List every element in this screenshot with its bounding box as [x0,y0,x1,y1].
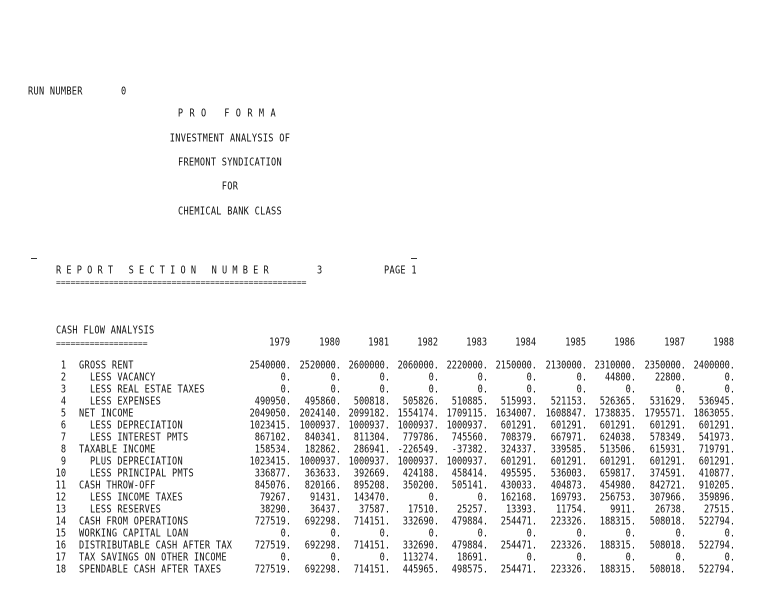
table-cell: 223326. [550,564,587,576]
row-number: 5 [60,408,66,420]
report-section-number: 3 [317,265,323,277]
row-label: PLUS DEPRECIATION [79,456,184,468]
row-label: LESS DEPRECIATION [79,420,184,432]
table-cell: 820166. [304,480,341,492]
table-cell: 522794. [698,564,735,576]
table-cell: 601291. [649,420,686,432]
table-cell: 79267. [259,492,291,504]
table-cell: 44800. [604,372,636,384]
row-number: 7 [60,432,66,444]
row-label: WORKING CAPITAL LOAN [79,528,189,540]
table-cell: 601291. [599,420,636,432]
report-section-label: REPORT SECTION NUMBER [56,265,274,277]
table-cell: 667971. [550,432,587,444]
table-cell: 515993. [500,396,537,408]
table-cell: 1863055. [693,408,735,420]
table-cell: 332690. [402,540,439,552]
table-cell: 895208. [353,480,390,492]
table-cell: 454980. [599,480,636,492]
row-number: 15 [55,528,66,540]
table-cell: 2130000. [545,360,587,372]
row-number: 12 [55,492,66,504]
table-cell: 601291. [649,456,686,468]
table-cell: 2540000. [249,360,291,372]
row-label: CASH THROW-OFF [79,480,156,492]
row-number: 4 [60,396,66,408]
table-cell: 842721. [649,480,686,492]
table-cell: -226549. [397,444,439,456]
table-cell: 430033. [500,480,537,492]
table-cell: 37587. [358,504,390,516]
table-cell: 479884. [451,516,488,528]
table-cell: 0. [330,528,341,540]
table-cell: 307966. [649,492,686,504]
table-cell: 1000937. [446,456,488,468]
table-cell: 692298. [304,564,341,576]
table-cell: 0. [675,552,686,564]
table-cell: 1608847. [545,408,587,420]
table-cell: 1795571. [644,408,686,420]
table-cell: 521153. [550,396,587,408]
table-cell: 0. [280,384,291,396]
table-cell: 0. [576,372,587,384]
table-cell: 2099182. [348,408,390,420]
table-cell: 0. [724,552,735,564]
year-header: 1984 [515,337,536,349]
table-cell: 2060000. [397,360,439,372]
table-cell: 0. [280,528,291,540]
title-line-5: CHEMICAL BANK CLASS [177,206,282,218]
table-cell: 522794. [698,516,735,528]
year-header: 1988 [713,337,734,349]
table-cell: 169793. [550,492,587,504]
table-cell: 714151. [353,516,390,528]
table-cell: 13393. [505,504,537,516]
table-cell: 1738835. [594,408,636,420]
table-cell: 1000937. [299,420,341,432]
table-cell: 601291. [698,420,735,432]
table-cell: 0. [625,528,636,540]
table-cell: 332690. [402,516,439,528]
run-number-value: 0 [121,86,127,98]
table-cell: 531629. [649,396,686,408]
table-cell: 0. [576,384,587,396]
table-cell: 2049050. [249,408,291,420]
table-cell: 91431. [309,492,341,504]
table-title: CASH FLOW ANALYSIS [56,325,155,337]
table-cell: 324337. [500,444,537,456]
row-number: 16 [55,540,66,552]
table-cell: 0. [428,384,439,396]
table-cell: 1709115. [446,408,488,420]
table-cell: 522794. [698,540,735,552]
table-cell: 811304. [353,432,390,444]
table-cell: 0. [330,372,341,384]
table-cell: 0. [477,528,488,540]
row-label: GROSS RENT [79,360,134,372]
row-label: CASH FROM OPERATIONS [79,516,189,528]
scan-mark [411,258,417,259]
table-cell: 38290. [259,504,291,516]
table-cell: 254471. [500,564,537,576]
table-cell: 479884. [451,540,488,552]
table-cell: 490950. [254,396,291,408]
table-cell: 339585. [550,444,587,456]
table-cell: -37382. [451,444,488,456]
table-cell: 601291. [698,456,735,468]
table-cell: 510885. [451,396,488,408]
table-cell: 0. [280,372,291,384]
table-cell: 223326. [550,516,587,528]
table-cell: 0. [724,528,735,540]
table-cell: 223326. [550,540,587,552]
table-cell: 336877. [254,468,291,480]
row-label: LESS PRINCIPAL PMTS [79,468,194,480]
table-cell: 404873. [550,480,587,492]
table-cell: 392669. [353,468,390,480]
table-cell: 0. [330,384,341,396]
row-label: LESS INCOME TAXES [79,492,184,504]
table-cell: 727519. [254,516,291,528]
row-number: 9 [60,456,66,468]
table-cell: 714151. [353,564,390,576]
year-header: 1985 [565,337,586,349]
table-cell: 601291. [500,456,537,468]
table-cell: 714151. [353,540,390,552]
table-cell: 659817. [599,468,636,480]
table-cell: 0. [724,372,735,384]
title-line-3: FREMONT SYNDICATION [177,157,282,169]
table-cell: 1000937. [348,456,390,468]
table-cell: 0. [379,528,390,540]
table-cell: 910205. [698,480,735,492]
table-cell: 0. [576,528,587,540]
table-cell: 601291. [599,456,636,468]
year-header: 1986 [614,337,635,349]
table-cell: 17510. [407,504,439,516]
row-number: 3 [60,384,66,396]
row-label: TAX SAVINGS ON OTHER INCOME [79,552,227,564]
row-number: 17 [55,552,66,564]
table-cell: 0. [477,492,488,504]
table-cell: 508018. [649,564,686,576]
table-cell: 162168. [500,492,537,504]
table-cell: 0. [280,552,291,564]
table-cell: 0. [526,552,537,564]
table-cell: 601291. [550,456,587,468]
table-cell: 500818. [353,396,390,408]
year-header: 1987 [664,337,685,349]
year-header: 1982 [417,337,438,349]
table-cell: 0. [526,384,537,396]
table-cell: 508018. [649,516,686,528]
table-title-underline: =================== [56,340,148,348]
table-cell: 9911. [610,504,636,516]
row-label: LESS EXPENSES [79,396,162,408]
table-cell: 1554174. [397,408,439,420]
table-cell: 188315. [599,516,636,528]
title-line-1: PRO FORMA [177,108,283,120]
table-cell: 2600000. [348,360,390,372]
table-cell: 1634007. [495,408,537,420]
table-cell: 536003. [550,468,587,480]
row-number: 10 [55,468,66,480]
table-cell: 727519. [254,564,291,576]
row-number: 14 [55,516,66,528]
table-cell: 0. [625,552,636,564]
table-cell: 0. [379,552,390,564]
row-number: 13 [55,504,66,516]
table-cell: 182862. [304,444,341,456]
table-cell: 779786. [402,432,439,444]
row-label: LESS VACANCY [79,372,156,384]
row-label: LESS RESERVES [79,504,162,516]
table-cell: 0. [379,384,390,396]
table-cell: 1000937. [299,456,341,468]
table-cell: 1000937. [446,420,488,432]
table-cell: 458414. [451,468,488,480]
row-label: TAXABLE INCOME [79,444,156,456]
table-cell: 719791. [698,444,735,456]
table-cell: 745560. [451,432,488,444]
run-number-label: RUN NUMBER [28,86,83,98]
table-cell: 2220000. [446,360,488,372]
table-cell: 578349. [649,432,686,444]
table-cell: 601291. [500,420,537,432]
table-cell: 256753. [599,492,636,504]
table-cell: 0. [379,372,390,384]
table-cell: 143470. [353,492,390,504]
table-cell: 867102. [254,432,291,444]
table-cell: 0. [428,372,439,384]
table-cell: 1000937. [348,420,390,432]
table-cell: 624038. [599,432,636,444]
row-label: SPENDABLE CASH AFTER TAXES [79,564,222,576]
table-cell: 2150000. [495,360,537,372]
table-cell: 0. [428,528,439,540]
table-cell: 27515. [703,504,735,516]
year-header: 1983 [466,337,487,349]
title-line-4: FOR [221,181,239,193]
table-cell: 254471. [500,540,537,552]
table-cell: 505826. [402,396,439,408]
row-number: 2 [60,372,66,384]
table-cell: 36437. [309,504,341,516]
table-cell: 359896. [698,492,735,504]
table-cell: 0. [526,528,537,540]
table-cell: 495860. [304,396,341,408]
table-cell: 498575. [451,564,488,576]
title-line-2: INVESTMENT ANALYSIS OF [169,133,291,145]
page-label: PAGE 1 [384,265,417,277]
table-cell: 840341. [304,432,341,444]
table-cell: 0. [675,384,686,396]
table-cell: 113274. [402,552,439,564]
year-header: 1979 [269,337,290,349]
year-header: 1980 [319,337,340,349]
row-label: NET INCOME [79,408,134,420]
table-cell: 2400000. [693,360,735,372]
table-cell: 0. [576,552,587,564]
table-cell: 513506. [599,444,636,456]
table-cell: 11754. [555,504,587,516]
table-cell: 1023415. [249,420,291,432]
year-header: 1981 [368,337,389,349]
table-cell: 2350000. [644,360,686,372]
table-cell: 2520000. [299,360,341,372]
table-cell: 1000937. [397,456,439,468]
table-cell: 254471. [500,516,537,528]
table-cell: 1000937. [397,420,439,432]
row-number: 1 [60,360,66,372]
scan-mark [31,258,37,259]
table-cell: 188315. [599,540,636,552]
table-cell: 286941. [353,444,390,456]
table-cell: 708379. [500,432,537,444]
row-number: 11 [55,480,66,492]
row-label: LESS REAL ESTAE TAXES [79,384,205,396]
table-cell: 424188. [402,468,439,480]
row-label: DISTRIBUTABLE CASH AFTER TAX [79,540,233,552]
row-label: LESS INTEREST PMTS [79,432,189,444]
table-cell: 445965. [402,564,439,576]
table-cell: 18691. [456,552,488,564]
table-cell: 495595. [500,468,537,480]
table-cell: 410877. [698,468,735,480]
table-cell: 845076. [254,480,291,492]
table-cell: 536945. [698,396,735,408]
table-cell: 2310000. [594,360,636,372]
row-number: 18 [55,564,66,576]
table-cell: 26738. [654,504,686,516]
table-cell: 727519. [254,540,291,552]
table-cell: 0. [625,384,636,396]
table-cell: 22800. [654,372,686,384]
table-cell: 0. [724,384,735,396]
table-cell: 0. [330,552,341,564]
table-cell: 0. [526,372,537,384]
table-cell: 0. [428,492,439,504]
table-cell: 505141. [451,480,488,492]
table-cell: 692298. [304,540,341,552]
table-cell: 615931. [649,444,686,456]
row-number: 8 [60,444,66,456]
table-cell: 601291. [550,420,587,432]
table-cell: 508018. [649,540,686,552]
row-number: 6 [60,420,66,432]
table-cell: 25257. [456,504,488,516]
table-cell: 692298. [304,516,341,528]
table-cell: 158534. [254,444,291,456]
table-cell: 188315. [599,564,636,576]
table-cell: 0. [477,384,488,396]
table-cell: 1023415. [249,456,291,468]
table-cell: 363633. [304,468,341,480]
table-cell: 350200. [402,480,439,492]
table-cell: 526365. [599,396,636,408]
table-cell: 0. [675,528,686,540]
table-cell: 541973. [698,432,735,444]
table-cell: 0. [477,372,488,384]
table-cell: 2024140. [299,408,341,420]
table-cell: 374591. [649,468,686,480]
section-underline: ==================================================== [56,279,307,287]
